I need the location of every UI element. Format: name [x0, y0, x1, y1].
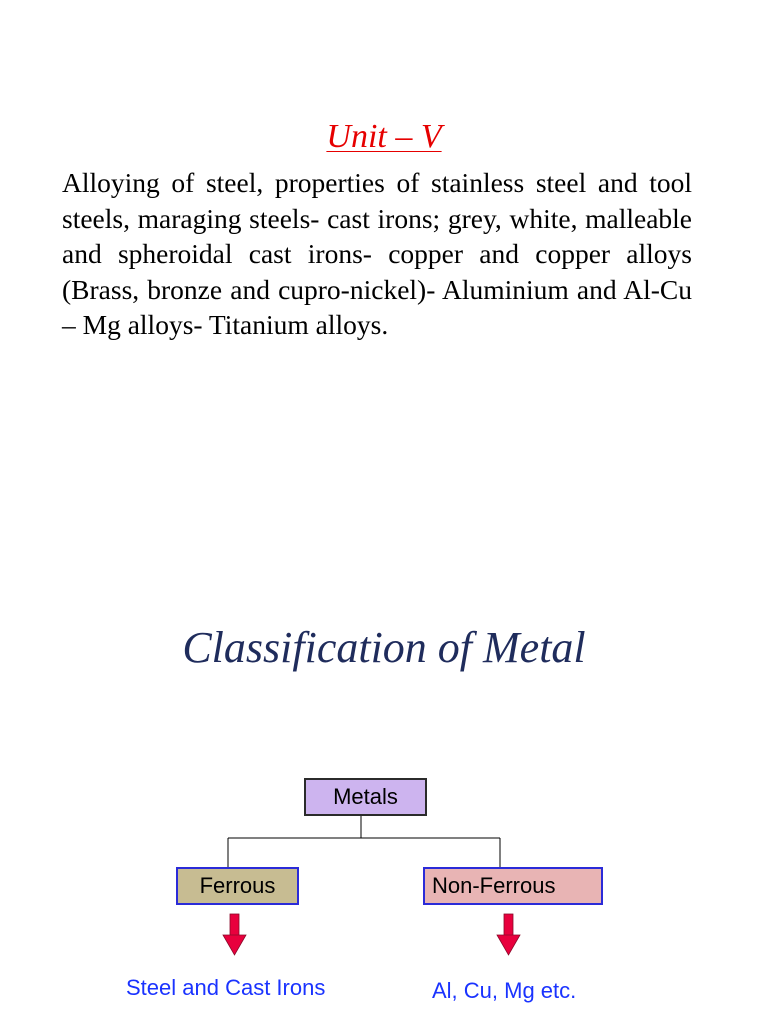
non-ferrous-node: Non-Ferrous: [423, 867, 603, 905]
classification-title: Classification of Metal: [182, 623, 586, 672]
metals-node: Metals: [304, 778, 427, 816]
ferrous-down-arrow-icon: [223, 914, 246, 955]
ferrous-examples: Steel and Cast Irons: [126, 975, 326, 1000]
non-ferrous-examples: Al, Cu, Mg etc.: [432, 978, 577, 1003]
ferrous-node: Ferrous: [176, 867, 299, 905]
unit-title: Unit – V: [326, 118, 442, 155]
syllabus-paragraph: Alloying of steel, properties of stainless steel and tool steels, maraging steels- cast irons; grey, white, malleable and spheroidal cast irons- copper and copper alloys (Brass, bronze and cupro-nickel)- Aluminium and Al-Cu – Mg alloys- Titanium alloys.: [62, 167, 692, 340]
nonferrous-down-arrow-icon: [497, 914, 520, 955]
